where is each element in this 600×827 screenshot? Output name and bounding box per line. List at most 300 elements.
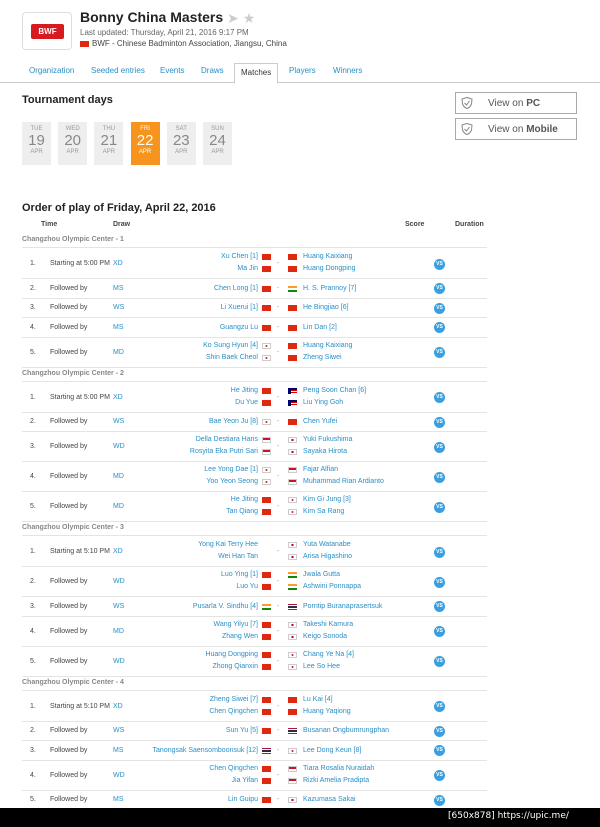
flag-kor-icon xyxy=(262,419,271,425)
flag-chn-icon xyxy=(262,622,271,628)
vs-icon[interactable]: VS xyxy=(434,726,445,737)
day-weekday: THU xyxy=(102,126,116,132)
right-player[interactable]: Muhammad Rian Ardianto xyxy=(303,478,384,485)
view-on-pc-label xyxy=(488,98,540,109)
left-player[interactable]: Guangzu Lu xyxy=(219,323,258,331)
left-player[interactable]: Chen Qingchen xyxy=(209,707,258,715)
match-time: Followed by xyxy=(50,418,88,426)
match-number: 4. xyxy=(30,323,36,331)
match-event[interactable]: WD xyxy=(113,578,125,585)
left-player[interactable]: Ma Jin xyxy=(237,265,258,272)
venue-header: Changzhou Olympic Center - 4 xyxy=(22,677,487,691)
right-player[interactable]: H. S. Prannoy [7] xyxy=(303,284,357,292)
left-player[interactable]: Chen Qingchen xyxy=(209,764,258,772)
vs-icon[interactable]: VS xyxy=(434,303,445,314)
match-event[interactable]: MS xyxy=(113,796,124,804)
flag-chn-icon xyxy=(262,325,271,331)
flag-chn-icon xyxy=(288,355,297,361)
versus-dash: - xyxy=(277,746,280,754)
match-number: 5. xyxy=(30,503,36,510)
match-number: 3. xyxy=(30,304,36,312)
match-time: Followed by xyxy=(50,796,88,804)
match-row xyxy=(22,383,487,413)
left-player[interactable]: Shin Baek Cheol xyxy=(205,353,258,361)
versus-dash: - xyxy=(277,771,280,779)
left-player[interactable]: Zheng Siwei [7] xyxy=(209,695,258,703)
right-player[interactable]: Lee Dong Keun [8] xyxy=(303,746,362,754)
match-number: 4. xyxy=(30,771,36,779)
vs-icon[interactable]: VS xyxy=(434,502,445,513)
right-player[interactable]: Lee So Hee xyxy=(303,662,340,670)
left-player[interactable]: Bae Yeon Ju [8] xyxy=(208,418,258,426)
right-player[interactable]: Lu Kai [4] xyxy=(303,695,333,703)
vs-icon[interactable]: VS xyxy=(434,547,445,558)
left-player[interactable]: Tanongsak Saensomboonsuk [12] xyxy=(152,746,258,754)
match-time: Followed by xyxy=(50,578,88,585)
versus-dash: - xyxy=(277,503,280,510)
left-player[interactable]: Pusarla V. Sindhu [4] xyxy=(192,602,258,610)
match-time: Followed by xyxy=(50,602,88,610)
day-weekday: FRI xyxy=(140,126,150,132)
venue-header: Changzhou Olympic Center - 2 xyxy=(22,368,487,382)
flag-tha-icon xyxy=(288,604,297,610)
left-player[interactable]: Lee Yong Dae [1] xyxy=(204,466,258,473)
right-player[interactable]: He Bingjiao [6] xyxy=(303,304,349,312)
day-number: 20 xyxy=(64,132,82,149)
match-time: Followed by xyxy=(50,323,88,331)
left-player[interactable]: Luo Yu xyxy=(236,583,258,590)
view-on-mobile-button[interactable] xyxy=(455,118,577,140)
left-player[interactable]: Xu Chen [1] xyxy=(221,253,258,260)
match-row xyxy=(22,567,487,597)
day-month: APR xyxy=(102,149,116,155)
versus-dash: - xyxy=(277,657,280,665)
col-duration: Duration xyxy=(455,221,484,228)
versus-dash: - xyxy=(277,473,280,480)
match-row xyxy=(22,597,487,617)
right-player[interactable]: Liu Ying Goh xyxy=(303,398,344,406)
match-number: 1. xyxy=(30,548,36,555)
right-player[interactable]: Busanan Ongbumrungphan xyxy=(303,727,390,735)
flag-ina-icon xyxy=(288,467,297,473)
organizer-text: BWF - Chinese Badminton Association, Jiangsu, China xyxy=(92,39,287,48)
vs-icon[interactable]: VS xyxy=(434,322,445,333)
match-event[interactable]: MS xyxy=(113,323,124,331)
right-player[interactable]: Zheng Siwei xyxy=(303,353,342,361)
flag-jpn-icon xyxy=(288,542,297,548)
match-event[interactable]: MD xyxy=(113,348,124,356)
right-player[interactable]: Lin Dan [2] xyxy=(303,323,337,331)
match-number: 2. xyxy=(30,284,36,292)
flag-ina-icon xyxy=(288,766,297,772)
match-time: Followed by xyxy=(50,348,88,356)
day-number: 24 xyxy=(209,132,226,149)
flag-ind-icon xyxy=(262,604,271,610)
day-fri[interactable] xyxy=(131,122,160,165)
flag-chn-icon xyxy=(262,664,271,670)
flag-chn-icon xyxy=(262,634,271,640)
tab-seeded-entries[interactable]: Seeded entries xyxy=(91,66,145,75)
versus-dash: - xyxy=(277,727,280,735)
match-row xyxy=(22,318,487,338)
tab-draws[interactable]: Draws xyxy=(201,66,224,75)
flag-jpn-icon xyxy=(288,622,297,628)
left-player[interactable]: Zhang Wen xyxy=(221,632,258,640)
match-event[interactable]: WD xyxy=(113,771,125,779)
flag-chn-icon xyxy=(288,343,297,349)
day-weekday: TUE xyxy=(30,126,43,132)
left-player[interactable]: Tan Qiang xyxy=(226,508,258,515)
tournament-title: Bonny China Masters xyxy=(80,9,224,25)
match-row xyxy=(22,647,487,677)
day-number: 22 xyxy=(136,132,154,149)
right-player[interactable]: Jwala Gutta xyxy=(303,571,340,578)
match-time: Followed by xyxy=(50,771,88,779)
match-event[interactable]: WS xyxy=(113,602,125,610)
versus-dash: - xyxy=(277,393,280,401)
day-month: APR xyxy=(66,149,79,155)
left-player[interactable]: He Jiting xyxy=(230,496,258,503)
day-month: APR xyxy=(175,149,188,155)
day-number: 23 xyxy=(172,132,190,149)
day-tue[interactable] xyxy=(22,122,51,165)
flag-mas-icon xyxy=(288,400,297,406)
right-player[interactable]: Chang Ye Na [4] xyxy=(303,650,354,658)
match-time: Followed by xyxy=(50,727,88,735)
day-weekday: SAT xyxy=(175,126,187,132)
right-player[interactable]: Huang Dongping xyxy=(303,265,356,272)
flag-chn-icon xyxy=(288,266,297,272)
match-number: 2. xyxy=(30,727,36,735)
match-time: Followed by xyxy=(50,746,88,754)
shield-icon xyxy=(461,123,473,135)
col-score: Score xyxy=(405,221,425,228)
versus-dash: - xyxy=(277,627,280,635)
right-player[interactable]: Kim Gi Jung [3] xyxy=(303,496,351,503)
right-player[interactable]: Ashwini Ponnappa xyxy=(303,583,361,590)
day-weekday: WED xyxy=(65,126,80,132)
vs-icon[interactable]: VS xyxy=(434,701,445,712)
right-player[interactable]: Yuta Watanabe xyxy=(303,541,351,548)
left-player[interactable]: He Jiting xyxy=(230,386,258,394)
col-time: Time xyxy=(41,221,58,228)
flag-ind-icon xyxy=(288,572,297,578)
versus-dash: - xyxy=(277,702,280,710)
match-event[interactable]: WS xyxy=(113,304,125,312)
match-event[interactable]: XD xyxy=(113,260,123,267)
day-number: 19 xyxy=(28,132,45,149)
flag-mas-icon xyxy=(288,388,297,394)
venue-header: Changzhou Olympic Center - 1 xyxy=(22,234,487,248)
flag-chn-icon xyxy=(262,572,271,578)
flag-jpn-icon xyxy=(288,554,297,560)
flag-tha-icon xyxy=(262,748,271,754)
day-month: APR xyxy=(211,149,224,155)
flag-kor-icon xyxy=(262,355,271,361)
right-player[interactable]: Chen Yufei xyxy=(303,418,338,426)
bwf-logo-text: BWF xyxy=(31,24,64,39)
left-player[interactable]: Li Xuerui [1] xyxy=(220,304,258,312)
order-of-play-heading: Order of play of Friday, April 22, 2016 xyxy=(22,202,216,214)
match-row xyxy=(22,299,487,319)
flag-chn-icon xyxy=(288,697,297,703)
left-player[interactable]: Luo Ying [1] xyxy=(221,571,258,578)
venue-header: Changzhou Olympic Center - 3 xyxy=(22,522,487,536)
match-number: 2. xyxy=(30,418,36,426)
right-player[interactable]: Huang Kaixiang xyxy=(303,253,353,260)
match-event[interactable]: WS xyxy=(113,418,125,426)
day-weekday: SUN xyxy=(211,126,224,132)
tab-bar xyxy=(0,62,600,83)
flag-chn-icon xyxy=(288,325,297,331)
match-event[interactable]: MD xyxy=(113,503,124,510)
match-row xyxy=(22,761,487,791)
flag-chn-icon xyxy=(262,286,271,292)
flag-chn-icon xyxy=(288,419,297,425)
right-player[interactable]: Rizki Amelia Pradipta xyxy=(303,776,370,784)
match-time: Followed by xyxy=(50,657,88,665)
match-time: Starting at 5:10 PM xyxy=(50,702,110,710)
match-time: Followed by xyxy=(50,473,88,480)
match-row xyxy=(22,462,487,492)
flag-kor-icon xyxy=(288,652,297,658)
flag-ina-icon xyxy=(262,437,271,443)
match-event[interactable]: WS xyxy=(113,727,125,735)
match-time: Starting at 5:00 PM xyxy=(50,393,110,401)
day-sun[interactable] xyxy=(203,122,232,165)
flag-jpn-icon xyxy=(288,634,297,640)
flag-chn-icon xyxy=(262,305,271,311)
vs-icon[interactable]: VS xyxy=(434,347,445,358)
flag-chn-icon xyxy=(288,709,297,715)
left-player[interactable]: Chen Long [1] xyxy=(214,284,258,292)
match-row xyxy=(22,249,487,279)
right-player[interactable]: Huang Kaixiang xyxy=(303,341,353,349)
match-row xyxy=(22,692,487,722)
match-number: 1. xyxy=(30,393,36,401)
vs-icon[interactable]: VS xyxy=(434,656,445,667)
flag-chn-icon xyxy=(262,778,271,784)
flag-tha-icon xyxy=(288,728,297,734)
right-player[interactable]: Fajar Alfian xyxy=(303,466,339,473)
flag-chn-icon xyxy=(262,652,271,658)
left-player[interactable]: Wei Han Tan xyxy=(218,553,258,560)
flag-chn-icon xyxy=(262,388,271,394)
match-event[interactable]: MS xyxy=(113,284,124,292)
left-player[interactable]: Rosyita Eka Putri Sari xyxy=(189,448,258,455)
match-event[interactable]: MS xyxy=(113,746,124,754)
vs-icon[interactable]: VS xyxy=(434,417,445,428)
flag-ind-icon xyxy=(288,584,297,590)
match-event[interactable]: XD xyxy=(113,548,123,555)
match-number: 1. xyxy=(30,702,36,710)
flag-sin-icon xyxy=(262,554,271,560)
flag-kor-icon xyxy=(262,467,271,473)
flag-chn-icon xyxy=(262,709,271,715)
flag-sin-icon xyxy=(262,542,271,548)
match-number: 5. xyxy=(30,657,36,665)
match-event[interactable]: MD xyxy=(113,473,124,480)
right-player[interactable]: Sayaka Hirota xyxy=(303,448,347,455)
left-player[interactable]: Du Yue xyxy=(235,398,258,406)
versus-dash: - xyxy=(277,602,280,610)
bwf-logo[interactable] xyxy=(22,12,72,50)
vs-icon[interactable]: VS xyxy=(434,745,445,756)
flag-ina-icon xyxy=(288,479,297,485)
share-icon[interactable]: ➤ xyxy=(227,10,243,26)
match-row xyxy=(22,791,487,809)
tournament-days-heading: Tournament days xyxy=(22,94,113,106)
match-number: 3. xyxy=(30,443,36,450)
tab-events[interactable]: Events xyxy=(160,66,185,75)
tab-winners[interactable]: Winners xyxy=(333,66,363,75)
right-player[interactable]: Keigo Sonoda xyxy=(303,632,347,640)
vs-icon[interactable]: VS xyxy=(434,442,445,453)
match-time: Followed by xyxy=(50,443,88,450)
flag-chn-icon xyxy=(288,254,297,260)
vs-icon[interactable]: VS xyxy=(434,626,445,637)
shield-icon xyxy=(461,97,473,109)
match-number: 3. xyxy=(30,602,36,610)
flag-jpn-icon xyxy=(288,797,297,803)
versus-dash: - xyxy=(277,304,280,312)
left-player[interactable]: Yong Kai Terry Hee xyxy=(198,541,258,548)
flag-chn-icon xyxy=(262,584,271,590)
title-actions xyxy=(227,10,259,27)
match-time: Followed by xyxy=(50,304,88,312)
left-player[interactable]: Ko Sung Hyun [4] xyxy=(203,341,258,349)
versus-dash: - xyxy=(277,348,280,356)
vs-icon[interactable]: VS xyxy=(434,795,445,806)
view-on-mobile-label xyxy=(488,124,558,135)
tab-players[interactable]: Players xyxy=(289,66,316,75)
match-row xyxy=(22,492,487,522)
flag-chn-icon xyxy=(262,797,271,803)
vs-icon[interactable]: VS xyxy=(434,601,445,612)
view-on-pc-button[interactable] xyxy=(455,92,577,114)
right-player[interactable]: Arisa Higashino xyxy=(303,553,353,560)
flag-ina-icon xyxy=(288,778,297,784)
left-player[interactable]: Zhong Qianxin xyxy=(212,662,258,670)
match-row xyxy=(22,722,487,742)
right-player[interactable]: Takeshi Kamura xyxy=(303,620,354,628)
right-player[interactable]: Kazumasa Sakai xyxy=(303,796,356,804)
vs-icon[interactable]: VS xyxy=(434,577,445,588)
match-row xyxy=(22,537,487,567)
match-row xyxy=(22,432,487,462)
versus-dash: - xyxy=(277,323,280,331)
vs-icon[interactable]: VS xyxy=(434,472,445,483)
match-number: 1. xyxy=(30,260,36,267)
match-event[interactable]: XD xyxy=(113,702,123,710)
left-player[interactable]: Yoo Yeon Seong xyxy=(206,478,258,485)
match-number: 5. xyxy=(30,796,36,804)
flag-ina-icon xyxy=(262,449,271,455)
flag-chn-icon xyxy=(262,509,271,515)
col-draw: Draw xyxy=(113,221,131,228)
vs-icon[interactable]: VS xyxy=(434,259,445,270)
last-updated: Last updated: Thursday, April 21, 2016 9:17 PM xyxy=(80,28,249,37)
match-event[interactable]: XD xyxy=(113,393,123,401)
star-icon[interactable]: ★ xyxy=(242,10,260,26)
match-number: 4. xyxy=(30,473,36,480)
right-player[interactable]: Yuki Fukushima xyxy=(303,436,353,443)
match-row xyxy=(22,741,487,761)
match-row xyxy=(22,338,487,368)
organizer xyxy=(80,39,287,48)
day-sat[interactable] xyxy=(167,122,196,165)
right-player[interactable]: Peng Soon Chan [6] xyxy=(303,386,367,394)
left-player[interactable]: Wang Yilyu [7] xyxy=(213,620,258,628)
view-on-mobile-bold: Mobile xyxy=(526,124,558,135)
flag-jpn-icon xyxy=(288,449,297,455)
flag-jpn-icon xyxy=(288,437,297,443)
left-player[interactable]: Jia Yifan xyxy=(231,776,258,784)
right-player[interactable]: Huang Yaqiong xyxy=(303,707,351,715)
match-row xyxy=(22,413,487,433)
day-thu[interactable] xyxy=(94,122,123,165)
view-on-mobile-prefix: View on xyxy=(488,124,527,135)
left-player[interactable]: Della Destiara Haris xyxy=(195,436,258,443)
match-number: 2. xyxy=(30,578,36,585)
china-flag-icon xyxy=(80,41,89,47)
left-player[interactable]: Lin Guipu xyxy=(228,796,258,804)
vs-icon[interactable]: VS xyxy=(434,392,445,403)
match-number: 5. xyxy=(30,348,36,356)
match-number: 3. xyxy=(30,746,36,754)
view-on-pc-bold: PC xyxy=(526,98,541,109)
versus-dash: - xyxy=(277,548,280,555)
left-player[interactable]: Sun Yu [5] xyxy=(225,727,258,735)
versus-dash: - xyxy=(277,284,280,292)
match-time: Followed by xyxy=(50,627,88,635)
flag-kor-icon xyxy=(262,343,271,349)
flag-kor-icon xyxy=(288,497,297,503)
flag-chn-icon xyxy=(288,305,297,311)
flag-chn-icon xyxy=(262,400,271,406)
match-number: 4. xyxy=(30,627,36,635)
day-month: APR xyxy=(30,149,43,155)
flag-chn-icon xyxy=(262,254,271,260)
match-time: Starting at 5:00 PM xyxy=(50,260,110,267)
tab-organization[interactable]: Organization xyxy=(29,66,75,75)
flag-chn-icon xyxy=(262,697,271,703)
match-event[interactable]: WD xyxy=(113,657,125,665)
day-month: APR xyxy=(138,149,152,155)
match-time: Starting at 5:10 PM xyxy=(50,548,110,555)
vs-icon[interactable]: VS xyxy=(434,770,445,781)
flag-chn-icon xyxy=(262,728,271,734)
flag-kor-icon xyxy=(288,509,297,515)
flag-chn-icon xyxy=(262,766,271,772)
watermark: [650x878] https://upic.me/ xyxy=(448,811,569,821)
versus-dash: - xyxy=(277,418,280,426)
view-on-pc-prefix: View on xyxy=(488,98,527,109)
day-wed[interactable] xyxy=(58,122,87,165)
tab-matches[interactable]: Matches xyxy=(234,63,278,84)
right-player[interactable]: Tiara Rosalia Nuraidah xyxy=(303,764,375,772)
versus-dash: - xyxy=(277,578,280,585)
match-event[interactable]: WD xyxy=(113,443,125,450)
right-player[interactable]: Porntip Buranaprasertsuk xyxy=(303,602,383,610)
flag-chn-icon xyxy=(262,497,271,503)
right-player[interactable]: Kim Sa Rang xyxy=(303,508,345,515)
versus-dash: - xyxy=(277,443,280,450)
left-player[interactable]: Huang Dongping xyxy=(205,650,258,658)
match-event[interactable]: MD xyxy=(113,627,124,635)
vs-icon[interactable]: VS xyxy=(434,283,445,294)
match-time: Followed by xyxy=(50,284,88,292)
